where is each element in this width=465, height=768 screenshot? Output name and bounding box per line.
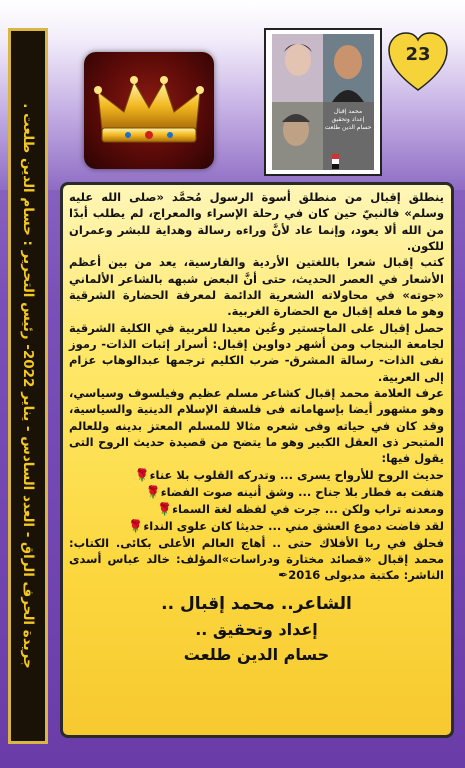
- article-paragraph: حصل إقبال على الماجستير وعُين معيدا للعربية في الكلية الشرقية لجامعة البنجاب ومن أشهر دواوين إقبال: أسرار إثبات الذات- رموز نفى الذات- رسالة المشرق- ضرب الكليم ترجمها عبدالوهاب عزام إلى العربية.: [69, 320, 444, 384]
- cover-text-2: إعداد وتحقيق: [331, 115, 365, 123]
- crown-image: [84, 52, 214, 169]
- article-box: [60, 182, 454, 738]
- poem-verse: حديث الروح للأرواح يسرى ... وتدركه القلوب بلا عناء🌹: [134, 467, 444, 482]
- cover-photo: [272, 34, 374, 170]
- poem-verse: هتفت به فطار بلا جناح ... وشق أنينه صوت الفضاء🌹: [145, 484, 444, 499]
- header-background: [0, 0, 465, 190]
- poem-verse-last: فحلق في ربا الأفلاك حتى .. أهاج العالم الأعلى بكائى. الكتاب: محمد إقبال «قصائد مختارة ودراسات»المؤلف: خالد عباس أسدى الناشر: مكتبة مدبولى 2016✒: [69, 535, 444, 583]
- article-paragraph: ينطلق إقبال من منطلق أسوة الرسول مُحمَّد «صلى الله عليه وسلم» فالنبيّ حين كان في رحلة الإسراء والمعراج، لم يطلب أبدًا من الله ألا يعود، وإنما عاد لأنَّ وراءه رسالة وهداية للبشر وعمران للكون.: [69, 190, 444, 253]
- closing-subtitle: إعداد وتحقيق ..: [195, 620, 318, 640]
- page-number: 23: [405, 44, 431, 65]
- rose-icon: 🌹: [157, 501, 173, 516]
- source-text: الكتاب: محمد إقبال «قصائد مختارة ودراسات»المؤلف: خالد عباس أسدى الناشر: مكتبة مدبولى 2016: [69, 535, 444, 583]
- side-banner: [8, 28, 48, 744]
- article-paragraph: عرف العلامة محمد إقبال كشاعر مسلم عظيم وفيلسوف وسياسي، وهو مشهور أيضا بإسهاماته فى فلسفة الإسلام الدينية والسياسية، وقد كان في حياته وفى شعره مثالا للمسلم المعتز بدينه وللعالم المتبحر ذى العقل الكبير وهو ما يتضح من قصيدة حديث الروح التى يقول فيها:: [69, 385, 444, 466]
- poem-verse: ومعدنه تراب ولكن ... جرت في لفظه لغة السماء🌹: [157, 501, 444, 516]
- article-paragraph: كتب إقبال شعرا باللغتين الأردية والفارسية، يعد من بين أعظم الأشعار في العصر الحديث، حتى أنَّ البعض شبهه بالشاعر الألماني «جوته» في محاولاته الشعرية الدائمة لمعرفة الحضارة الشرقية وهو ما فعله إقبال مع الحضارة الغربية.: [69, 255, 444, 319]
- crown-icon: [84, 52, 214, 169]
- side-banner-text: جريدة الحرف الراق - العدد السادس - يناير 2022- رئيس التحرير : حسام الدين طلعت .: [20, 103, 36, 669]
- poem-verse: لقد فاضت دموع العشق مني ... حديثا كان علوى النداء🌹: [128, 518, 444, 533]
- pen-icon: ✒: [278, 568, 289, 583]
- page-number-heart: [386, 30, 450, 94]
- cover-image: [264, 28, 382, 176]
- cover-text-1: محمد إقبال: [333, 108, 363, 115]
- cover-text-3: حسام الدين طلعت: [324, 123, 372, 131]
- rose-icon: 🌹: [134, 467, 150, 482]
- rose-icon: 🌹: [128, 518, 144, 533]
- closing-title: الشاعر.. محمد إقبال ..: [161, 594, 352, 615]
- rose-icon: 🌹: [145, 484, 161, 499]
- closing-author: حسام الدين طلعت: [183, 645, 330, 665]
